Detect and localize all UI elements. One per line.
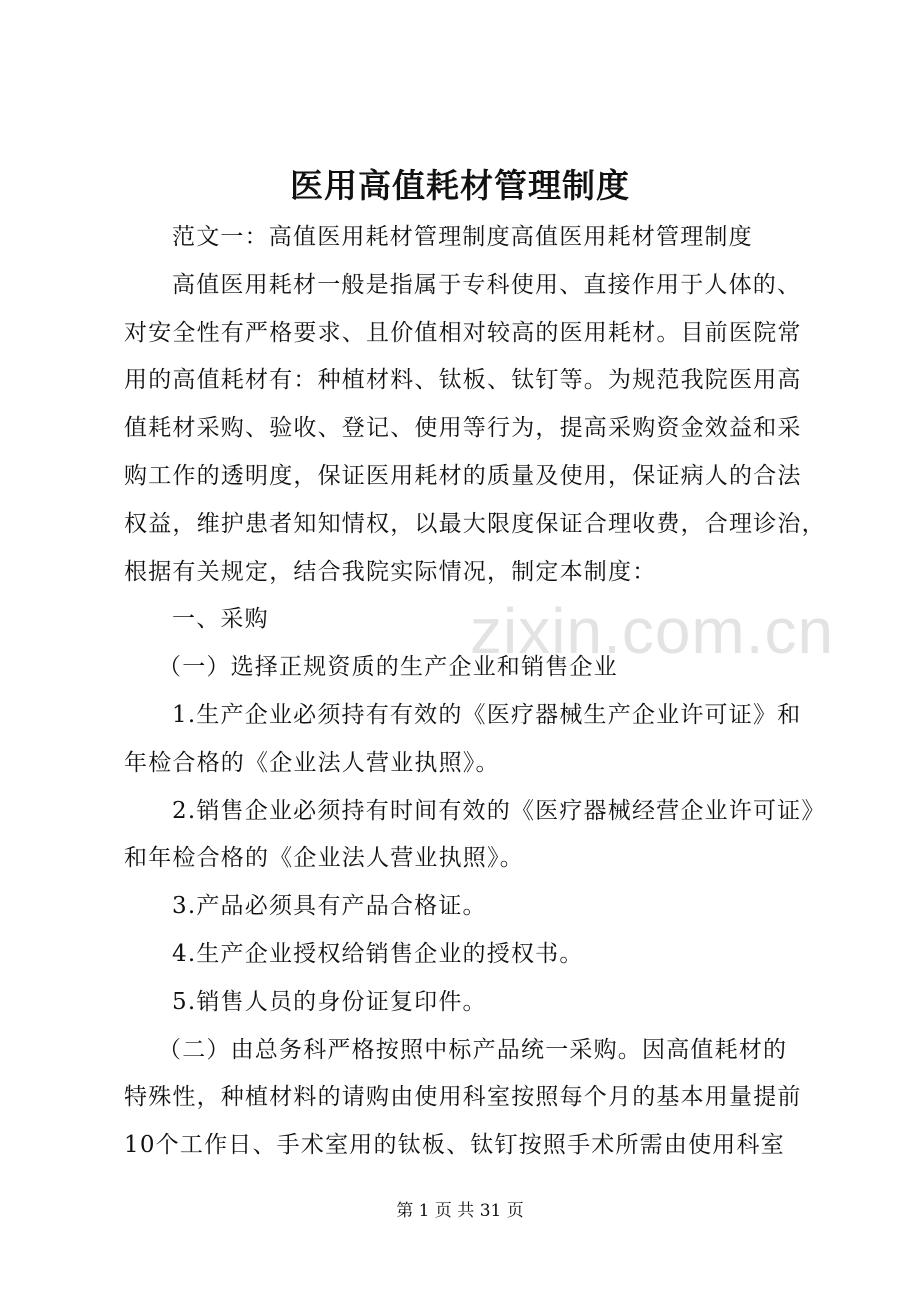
paragraph-line: 5.销售人员的身份证复印件。: [172, 988, 487, 1015]
paragraph-line: 2.销售企业必须持有时间有效的《医疗器械经营企业许可证》: [172, 797, 826, 824]
paragraph-line: 特殊性，种植材料的请购由使用科室按照每个月的基本用量提前: [124, 1084, 802, 1111]
paragraph-line: 1.生产企业必须持有有效的《医疗器械生产企业许可证》和: [172, 701, 802, 728]
paragraph-line: 购工作的透明度，保证医用耗材的质量及使用，保证病人的合法: [124, 462, 802, 489]
paragraph-line: 3.产品必须具有产品合格证。: [172, 893, 487, 920]
watermark: zixin.com.cn: [470, 595, 835, 667]
paragraph-line: 范文一：高值医用耗材管理制度高值医用耗材管理制度: [172, 224, 753, 250]
paragraph-line: 10个工作日、手术室用的钛板、钛钉按照手术所需由使用科室: [124, 1132, 785, 1159]
section-heading: 一、采购: [172, 606, 269, 633]
paragraph-line: 和年检合格的《企业法人营业执照》。: [124, 845, 524, 872]
paragraph-line: 用的高值耗材有：种植材料、钛板、钛钉等。为规范我院医用高: [124, 367, 802, 394]
document-body: [124, 214, 824, 1170]
page-number-footer: 第 1 页 共 31 页: [396, 1201, 524, 1221]
paragraph-line: 年检合格的《企业法人营业执照》。: [124, 749, 500, 776]
paragraph-line: 对安全性有严格要求、且价值相对较高的医用耗材。目前医院常: [124, 319, 802, 346]
subsection-heading: （一）选择正规资质的生产企业和销售企业: [158, 654, 618, 681]
paragraph-line: 权益，维护患者知知情权，以最大限度保证合理收费，合理诊治，: [124, 510, 826, 537]
paragraph-line: 高值医用耗材一般是指属于专科使用、直接作用于人体的、: [172, 271, 802, 298]
subsection-heading: （二）由总务科严格按照中标产品统一采购。因高值耗材的: [158, 1036, 788, 1063]
document-title: 医用高值耗材管理制度: [290, 166, 630, 205]
paragraph-line: 4.生产企业授权给销售企业的授权书。: [172, 940, 584, 967]
paragraph-line: 根据有关规定，结合我院实际情况，制定本制度：: [124, 558, 657, 585]
paragraph-line: 值耗材采购、验收、登记、使用等行为，提高采购资金效益和采: [124, 415, 802, 442]
